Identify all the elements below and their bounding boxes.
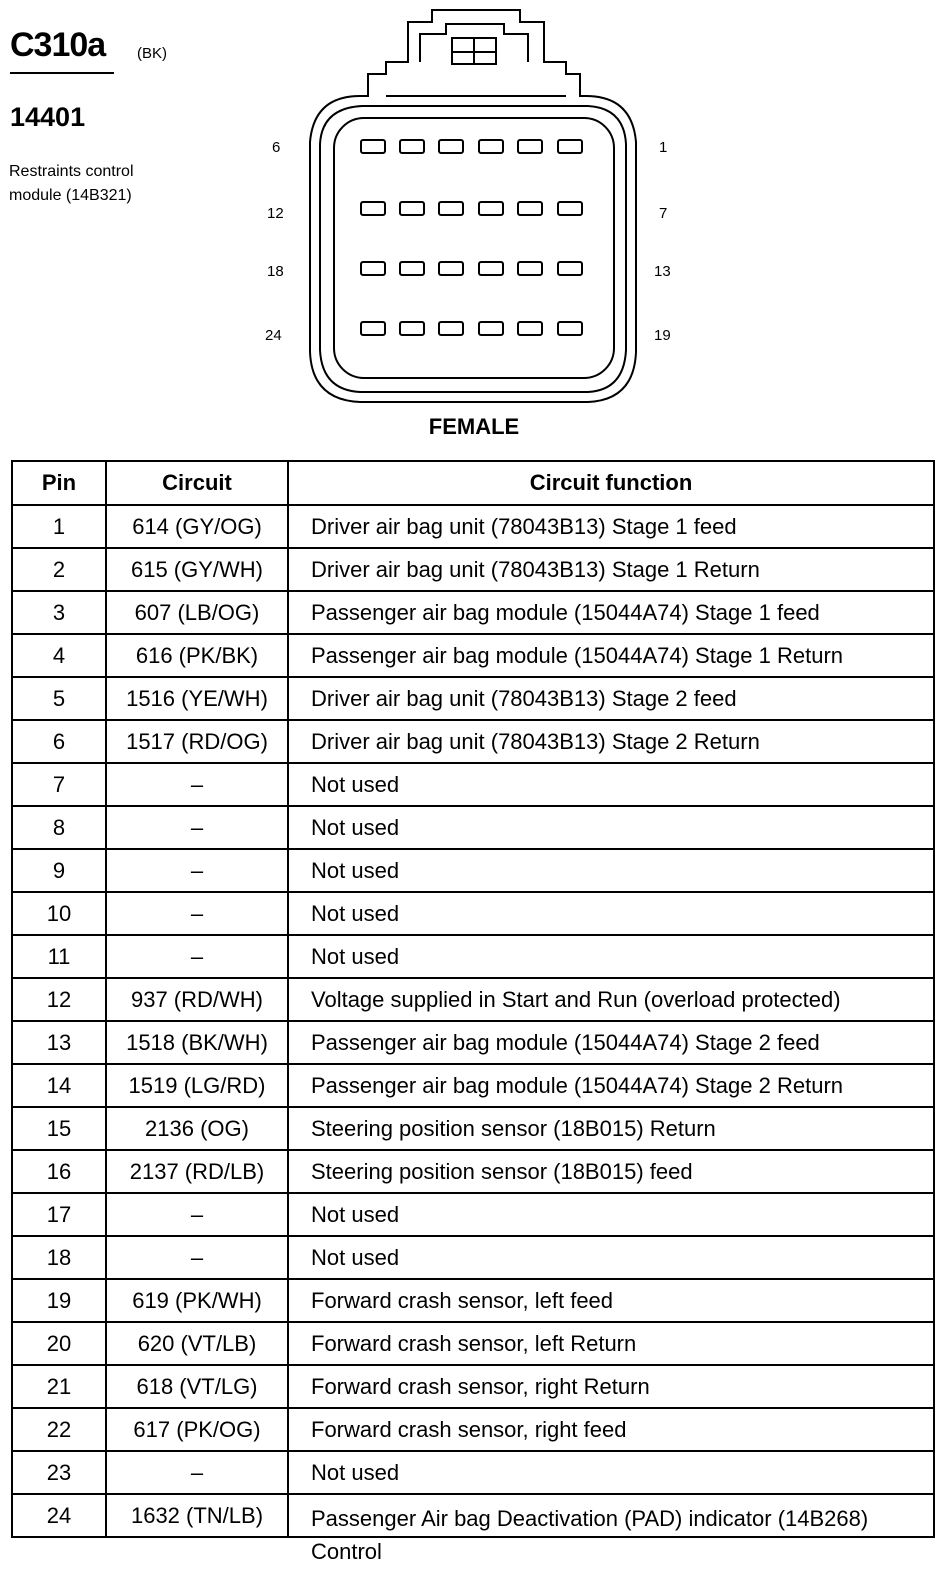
header-pin: Pin: [12, 461, 106, 505]
function-cell: Not used: [288, 849, 934, 892]
function-cell: Not used: [288, 935, 934, 978]
pin-cavity: [400, 202, 424, 215]
pin-number-labels: [265, 139, 671, 344]
pin-cell: 12: [12, 978, 106, 1021]
pin-cell: 4: [12, 634, 106, 677]
function-cell: Forward crash sensor, left Return: [288, 1322, 934, 1365]
circuit-cell: 614 (GY/OG): [106, 505, 288, 548]
pin-cell: 10: [12, 892, 106, 935]
circuit-cell: 617 (PK/OG): [106, 1408, 288, 1451]
table-row: [12, 1408, 934, 1451]
circuit-cell: 1519 (LG/RD): [106, 1064, 288, 1107]
table-row: [12, 1236, 934, 1279]
pin-cell: 16: [12, 1150, 106, 1193]
pin-cavity: [439, 140, 463, 153]
color-code: (BK): [137, 45, 167, 62]
pin-cavity: [518, 262, 542, 275]
circuit-cell: 1517 (RD/OG): [106, 720, 288, 763]
circuit-cell: –: [106, 806, 288, 849]
pin-label-13: 13: [654, 263, 671, 280]
function-cell: [288, 1494, 934, 1564]
pin-cavity: [518, 322, 542, 335]
function-cell: Driver air bag unit (78043B13) Stage 1 feed: [288, 505, 934, 548]
table-row: [12, 1365, 934, 1408]
pin-cavity: [400, 140, 424, 153]
pin-cavities: [361, 140, 582, 335]
function-cell: Steering position sensor (18B015) feed: [288, 1150, 934, 1193]
pin-cavity: [479, 202, 503, 215]
pin-cavity: [400, 262, 424, 275]
table-row: [12, 1107, 934, 1150]
table-row: [12, 978, 934, 1021]
table-row: [12, 806, 934, 849]
pin-cell: 18: [12, 1236, 106, 1279]
function-cell: Not used: [288, 763, 934, 806]
function-cell: Driver air bag unit (78043B13) Stage 2 feed: [288, 677, 934, 720]
table-row: [12, 548, 934, 591]
circuit-cell: –: [106, 892, 288, 935]
connector-gender-label: FEMALE: [428, 414, 520, 439]
circuit-cell: 620 (VT/LB): [106, 1322, 288, 1365]
pin-cell: 20: [12, 1322, 106, 1365]
connector-face-diagram: [0, 0, 948, 410]
pin-cell: 19: [12, 1279, 106, 1322]
function-cell: Passenger air bag module (15044A74) Stage 1 Return: [288, 634, 934, 677]
table-row: [12, 505, 934, 548]
circuit-cell: 615 (GY/WH): [106, 548, 288, 591]
pinout-table: [11, 460, 935, 1564]
connector-id: C310a: [10, 26, 106, 64]
function-cell: Passenger air bag module (15044A74) Stage 2 Return: [288, 1064, 934, 1107]
pin-label-19: 19: [654, 327, 671, 344]
table-header-row: [12, 461, 934, 505]
pin-label-6: 6: [272, 139, 281, 156]
pin-cavity: [400, 322, 424, 335]
pin-cavity: [479, 322, 503, 335]
pin-cell: 22: [12, 1408, 106, 1451]
table-row: [12, 591, 934, 634]
function-cell: Steering position sensor (18B015) Return: [288, 1107, 934, 1150]
pin-cell: 1: [12, 505, 106, 548]
header-circuit: Circuit: [106, 461, 288, 505]
module-line-2: module (14B321): [9, 187, 132, 204]
pin-label-7: 7: [659, 205, 668, 222]
pin-cell: 23: [12, 1451, 106, 1494]
pin-cavity: [361, 262, 385, 275]
pin-cell: 2: [12, 548, 106, 591]
pin-label-12: 12: [267, 205, 284, 222]
function-cell: Not used: [288, 1193, 934, 1236]
function-text: Passenger Air bag Deactivation (PAD) indicator (14B268) Control: [311, 1506, 869, 1564]
table-row: [12, 1021, 934, 1064]
pin-cavity: [439, 262, 463, 275]
pin-cavity: [439, 322, 463, 335]
table-row: [12, 1494, 934, 1537]
pin-cavity: [518, 140, 542, 153]
circuit-cell: –: [106, 935, 288, 978]
module-line-1: Restraints control: [9, 163, 134, 180]
table-row: [12, 849, 934, 892]
function-cell: Forward crash sensor, right feed: [288, 1408, 934, 1451]
table-row: [12, 1193, 934, 1236]
pin-cavity: [518, 202, 542, 215]
circuit-cell: –: [106, 763, 288, 806]
table-row: [12, 1451, 934, 1494]
circuit-cell: 1518 (BK/WH): [106, 1021, 288, 1064]
circuit-cell: –: [106, 1236, 288, 1279]
circuit-cell: –: [106, 849, 288, 892]
function-cell: Forward crash sensor, right Return: [288, 1365, 934, 1408]
function-cell: Not used: [288, 1451, 934, 1494]
table-row: [12, 1064, 934, 1107]
pin-cell: 14: [12, 1064, 106, 1107]
pin-cavity: [361, 140, 385, 153]
pin-cell: 9: [12, 849, 106, 892]
pin-cell: 17: [12, 1193, 106, 1236]
pin-cell: 3: [12, 591, 106, 634]
table-row: [12, 892, 934, 935]
table-row: [12, 935, 934, 978]
function-cell: Not used: [288, 892, 934, 935]
circuit-cell: 937 (RD/WH): [106, 978, 288, 1021]
circuit-cell: 1516 (YE/WH): [106, 677, 288, 720]
header-circuit-function: Circuit function: [288, 461, 934, 505]
table-row: [12, 677, 934, 720]
function-cell: Forward crash sensor, left feed: [288, 1279, 934, 1322]
pin-label-24: 24: [265, 327, 282, 344]
pin-cavity: [479, 262, 503, 275]
circuit-cell: 1632 (TN/LB): [106, 1494, 288, 1537]
pin-cavity: [558, 202, 582, 215]
pin-cavity: [558, 322, 582, 335]
table-row: [12, 1279, 934, 1322]
pin-cell: 5: [12, 677, 106, 720]
pin-cavity: [361, 322, 385, 335]
circuit-cell: 616 (PK/BK): [106, 634, 288, 677]
pin-cell: 15: [12, 1107, 106, 1150]
circuit-cell: –: [106, 1451, 288, 1494]
function-cell: Driver air bag unit (78043B13) Stage 1 Return: [288, 548, 934, 591]
part-number: 14401: [10, 102, 86, 132]
pin-cell: 6: [12, 720, 106, 763]
function-cell: Passenger air bag module (15044A74) Stage 2 feed: [288, 1021, 934, 1064]
function-cell: Not used: [288, 1236, 934, 1279]
pin-label-18: 18: [267, 263, 284, 280]
circuit-cell: 2137 (RD/LB): [106, 1150, 288, 1193]
pin-cavity: [479, 140, 503, 153]
table-row: [12, 720, 934, 763]
table-row: [12, 634, 934, 677]
pin-cavity: [558, 140, 582, 153]
pin-cell: 21: [12, 1365, 106, 1408]
circuit-cell: –: [106, 1193, 288, 1236]
table-row: [12, 763, 934, 806]
function-cell: Driver air bag unit (78043B13) Stage 2 Return: [288, 720, 934, 763]
pin-cavity: [361, 202, 385, 215]
pin-cell: 11: [12, 935, 106, 978]
function-cell: Not used: [288, 806, 934, 849]
pin-cell: 24: [12, 1494, 106, 1537]
function-cell: Voltage supplied in Start and Run (overload protected): [288, 978, 934, 1021]
pin-cell: 13: [12, 1021, 106, 1064]
table-row: [12, 1150, 934, 1193]
pin-label-1: 1: [659, 139, 668, 156]
circuit-cell: 618 (VT/LG): [106, 1365, 288, 1408]
connector-housing: [310, 10, 636, 402]
pin-cavity: [439, 202, 463, 215]
table-row: [12, 1322, 934, 1365]
circuit-cell: 2136 (OG): [106, 1107, 288, 1150]
pin-cell: 8: [12, 806, 106, 849]
pin-cavity: [558, 262, 582, 275]
circuit-cell: 619 (PK/WH): [106, 1279, 288, 1322]
function-cell: Passenger air bag module (15044A74) Stage 1 feed: [288, 591, 934, 634]
pin-cell: 7: [12, 763, 106, 806]
circuit-cell: 607 (LB/OG): [106, 591, 288, 634]
